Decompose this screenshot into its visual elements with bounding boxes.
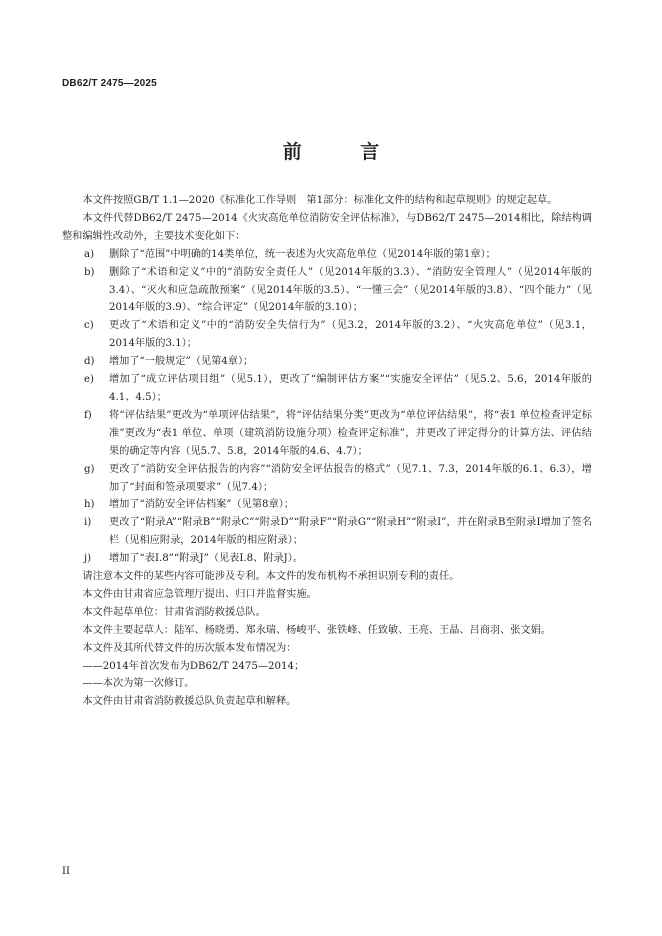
list-text: 将“评估结果”更改为“单项评估结果”，将“评估结果分类”更改为“单位评估结果”，将“表1 单位检查评定标准”更改为“表1 单位、单项（建筑消防设施分项）检查评定标准”，并更改了评定得分的计算方法、评估结果的确定等内容（见5.7、5.8，2014年版的4.6、4.7）；	[109, 409, 592, 457]
list-text: 增加了“一般规定”（见第4章）；	[109, 356, 254, 368]
list-marker: a)	[84, 248, 95, 260]
changes-list	[62, 246, 592, 568]
list-marker: i)	[84, 517, 92, 529]
interpreter-paragraph: 本文件由甘肃省消防救援总队负责起草和解释。	[82, 696, 297, 708]
foreword-body	[62, 192, 592, 711]
page-title: 前 言	[282, 141, 406, 163]
list-marker: h)	[84, 499, 95, 511]
list-text: 删除了“范围”中明确的14类单位，统一表述为火灾高危单位（见2014年版的第1章）；	[109, 248, 496, 260]
list-marker: e)	[84, 374, 95, 386]
list-marker: c)	[84, 320, 94, 332]
replacement-paragraph: 本文件代替DB62/T 2475—2014《火灾高危单位消防安全评估标准》，与DB62/T 2475—2014相比，除结构调整和编辑性改动外，主要技术变化如下：	[62, 212, 592, 242]
list-item	[62, 246, 592, 264]
document-code: DB62/T 2475—2025	[62, 78, 157, 89]
proposer-paragraph: 本文件由甘肃省应急管理厅提出、归口并监督实施。	[82, 588, 317, 600]
list-item	[62, 550, 592, 568]
intro-paragraph: 本文件按照GB/T 1.1—2020《标准化工作导则 第1部分：标准化文件的结构和起草规则》的规定起草。	[82, 195, 558, 206]
list-item	[62, 317, 592, 353]
list-item	[62, 353, 592, 371]
list-marker: b)	[84, 266, 95, 278]
list-text: 更改了“术语和定义”中的“消防安全失信行为”（见3.2，2014年版的3.2）、“火灾高危单位”（见3.1，2014年版的3.1）；	[109, 320, 592, 350]
history-intro: 本文件及其所代替文件的历次版本发布情况为：	[82, 642, 297, 654]
drafters-paragraph: 本文件主要起草人：陆军、杨晓勇、郑永瑞、杨峻平、张铁峰、任致敏、王亮、王晶、吕商羽、张文娟。	[82, 624, 552, 636]
list-item	[62, 407, 592, 461]
list-text: 更改了“消防安全评估报告的内容”“消防安全评估报告的格式”（见7.1、7.3，2014年版的6.1、6.3），增加了“封面和签录项要求”（见7.4）；	[109, 463, 592, 493]
patent-notice: 请注意本文件的某些内容可能涉及专利。本文件的发布机构不承担识别专利的责任。	[82, 571, 460, 583]
list-item	[62, 496, 592, 514]
history-item: ——2014年首次发布为DB62/T 2475—2014；	[82, 660, 305, 672]
list-item	[62, 371, 592, 407]
list-text: 增加了“成立评估项目组”（见5.1），更改了“编制评估方案”“实施安全评估”（见5.2、5.6，2014年版的4.1、4.5）；	[109, 374, 592, 403]
history-item: ——本次为第一次修订。	[82, 678, 195, 690]
page-number: II	[62, 866, 70, 877]
list-text: 增加了“表I.8”“附录J”（见表I.8、附录J）。	[109, 553, 304, 565]
list-text: 更改了“附录A”“附录B”“附录C”“附录D”“附录F”“附录G”“附录H”“附录I”，并在附录B至附录I增加了签名栏（见相应附录，2014年版的相应附录）；	[109, 517, 592, 547]
list-item	[62, 264, 592, 318]
list-text: 增加了“消防安全评估档案”（见第8章）；	[109, 499, 294, 511]
list-marker: j)	[84, 553, 92, 565]
list-text: 删除了“术语和定义”中的“消防安全责任人”（见2014年版的3.3）、“消防安全管理人”（见2014年版的3.4）、“灭火和应急疏散预案”（见2014年版的3.5）、“一懂三会”（见2014年版的3.8）、“四个能力”（见2014年版的3.9）、“综合评定”（见2014年版的3.10）；	[109, 266, 592, 314]
list-marker: f)	[84, 409, 92, 421]
list-marker: g)	[84, 463, 95, 475]
drafting-unit-paragraph: 本文件起草单位：甘肃省消防救援总队。	[82, 606, 266, 618]
list-item	[62, 514, 592, 550]
list-marker: d)	[84, 356, 95, 368]
list-item	[62, 461, 592, 497]
